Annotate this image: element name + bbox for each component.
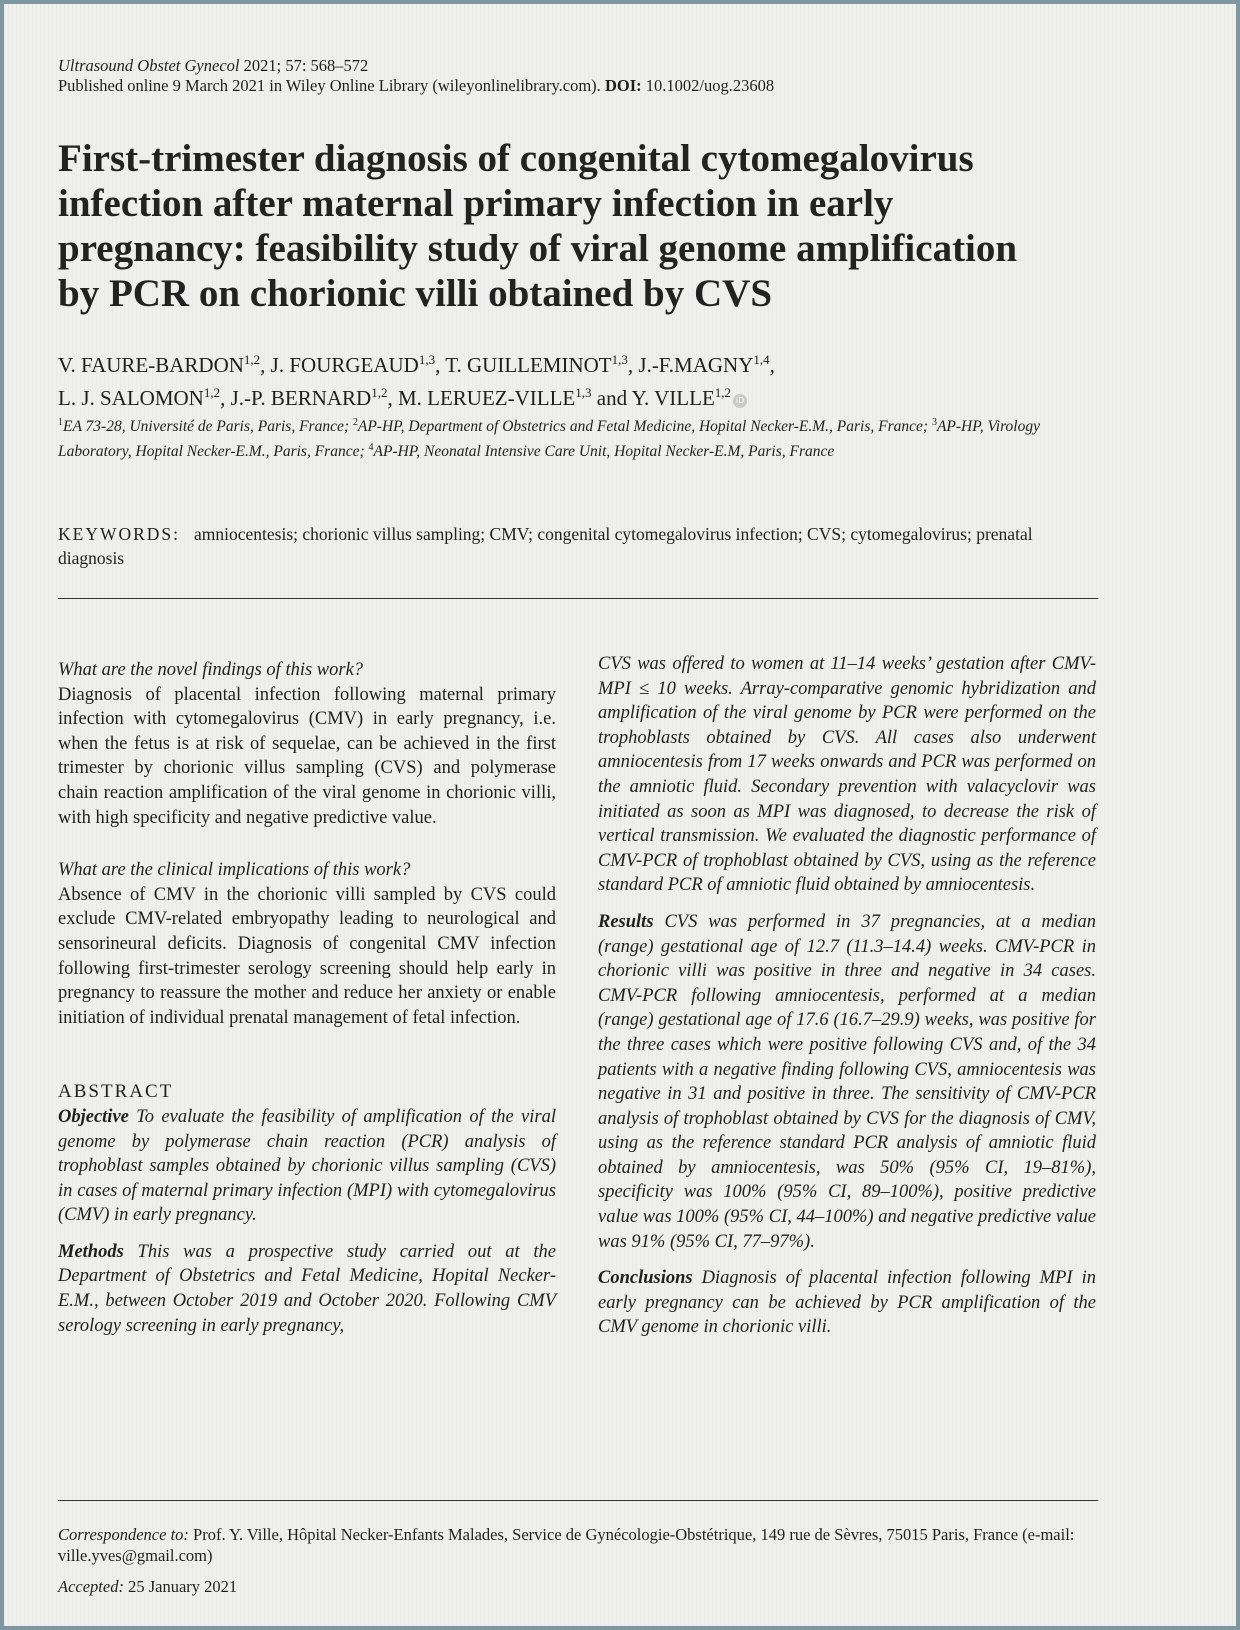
abstract-heading: ABSTRACT: [58, 1081, 174, 1103]
keywords: [58, 522, 1098, 570]
novel-findings-answer: Diagnosis of placental infection following maternal primary infection with cytomegalovirus (CMV) in early pregnancy, i.e. when the fetus is at risk of sequelae, can be achieved in the first trimester by chorionic villus sampling (CVS) and polymerase chain reaction amplification of the viral genome in chorionic villi, with high specificity and negative predictive value.: [58, 684, 556, 828]
author[interactable]: T. GUILLEMINOT$^{1,3}$: [445, 352, 628, 377]
keywords-label: KEYWORDS:: [58, 524, 181, 544]
accepted-date: Accepted: 25 January 2021: [58, 1577, 238, 1596]
affiliations: $^1$EA 73-28, Université de Paris, Paris, France; $^2$AP-HP, Department of Obstetrics and Fetal Medicine, Hopital Necker-E.M., Paris, France; $^3$AP-HP, Virology Laboratory, Hopital Necker-E.M., Paris, France; $^4$AP-HP, Neonatal Intensive Care Unit, Hopital Necker-E.M, Paris, France: [58, 417, 1040, 461]
author[interactable]: L. J. SALOMON$^{1,2}$: [58, 385, 221, 410]
correspondence: Correspondence to: Prof. Y. Ville, Hôpital Necker-Enfants Malades, Service de Gynécologie-Obstétrique, 149 rue de Sèvres, 75015 Paris, France (e-mail: ville.yves@gmail.com): [58, 1525, 1075, 1565]
keywords-text: amniocentesis; chorionic villus sampling; CMV; congenital cytomegalovirus infection; CVS; cytomegalovirus; prenatal diagnosis: [58, 524, 1033, 568]
left-column: [58, 658, 556, 1350]
abstract-methods-start: Methods This was a prospective study carried out at the Department of Obstetrics and Fetal Medicine, Hopital Necker-E.M., between October 2019 and October 2020. Following CMV serology screening in early pregnancy,: [58, 1241, 556, 1336]
abstract-conclusions: Conclusions Diagnosis of placental infection following MPI in early pregnancy can be achieved by PCR amplification of the CMV genome in chorionic villi.: [598, 1268, 1096, 1338]
article-page: [4, 4, 1236, 1626]
journal-citation: 2021; 57: 568–572: [239, 56, 369, 75]
journal-header: [58, 56, 774, 96]
citation-line: [58, 56, 774, 76]
clinical-implications-question: What are the clinical implications of this work?: [58, 860, 411, 881]
author[interactable]: J.-F.MAGNY$^{1,4}$: [638, 352, 770, 377]
article-title: First-trimester diagnosis of congenital cytomegalovirus infection after maternal primary infection in early pregnancy: feasibility study of viral genome amplification by PCR on chorionic villi obtained by CVS: [58, 137, 1018, 315]
footer-divider: [58, 1500, 1098, 1501]
novel-findings-question: What are the novel findings of this work?: [58, 660, 364, 680]
author[interactable]: J. FOURGEAUD$^{1,3}$: [270, 352, 436, 377]
abstract-results: Results CVS was performed in 37 pregnancies, at a median (range) gestational age of 12.7 (11.3–14.4) weeks. CMV-PCR in chorionic villi was positive in three and negative in 34 cases. CMV-PCR following amniocentesis, performed at a median (range) gestational age of 17.6 (16.7–29.9) weeks, was positive for the three cases which were positive following CVS and, of the 34 patients with a negative finding following CVS, amniocentesis was negative in 31 and positive in three. The sensitivity of CMV-PCR analysis of trophoblast obtained by CVS for the diagnosis of CMV, using as the reference standard PCR analysis of amniotic fluid obtained by amniocentesis, was 50% (95% CI, 19–81%), specificity was 100% (95% CI, 89–100%), positive predictive value was 100% (95% CI, 44–100%) and negative predictive value was 91% (95% CI, 77–97%).: [598, 911, 1096, 1252]
published-online: Published online 9 March 2021 in Wiley Online Library (wileyonlinelibrary.com).: [58, 76, 605, 95]
journal-name: Ultrasound Obstet Gynecol: [58, 56, 240, 75]
author[interactable]: M. LERUEZ-VILLE$^{1,3}$: [397, 385, 592, 410]
orcid-icon[interactable]: iD: [733, 394, 747, 408]
abstract-objective: Objective To evaluate the feasibility of amplification of the viral genome by polymerase chain reaction (PCR) analysis of trophoblast samples obtained by chorionic villus sampling (CVS) in cases of maternal primary infection (MPI) with cytomegalovirus (CMV) in early pregnancy.: [58, 1106, 556, 1226]
doi-label: DOI:: [604, 76, 642, 95]
author[interactable]: J.-P. BERNARD$^{1,2}$: [230, 385, 388, 410]
author[interactable]: V. FAURE-BARDON$^{1,2}$: [58, 352, 261, 377]
author[interactable]: Y. VILLE$^{1,2}$: [631, 385, 732, 410]
right-column: [598, 652, 1096, 1352]
doi-value[interactable]: 10.1002/uog.23608: [641, 76, 775, 95]
author-list: V. FAURE-BARDON$^{1,2}$, J. FOURGEAUD$^{1,3}$, T. GUILLEMINOT$^{1,3}$, J.-F.MAGNY$^{1,4}$, L. J. SALOMON$^{1,2}$, J.-P. BERNARD$^{1,2}$, M. LERUEZ-VILLE$^{1,3}$ and Y. VILLE$^{1,2}$iD: [58, 352, 775, 410]
divider: [58, 598, 1098, 599]
clinical-implications-answer: Absence of CMV in the chorionic villi sampled by CVS could exclude CMV-related embryopathy leading to neurological and sensorineural deficits. Diagnosis of congenital CMV infection following first-trimester serology screening should help early in pregnancy to reassure the mother and reduce her anxiety or enable initiation of individual prenatal management of fetal infection.: [58, 884, 556, 1028]
footer: [58, 1524, 1098, 1597]
publication-line: [58, 76, 774, 96]
abstract-methods-continued: CVS was offered to women at 11–14 weeks’ gestation after CMV-MPI ≤ 10 weeks. Array-comparative genomic hybridization and amplification of the viral genome by PCR were performed on the trophoblasts obtained by CVS. All cases also underwent amniocentesis from 17 weeks onwards and PCR was performed on the amniotic fluid. Secondary prevention with valacyclovir was initiated as soon as MPI was diagnosed, to decrease the risk of vertical transmission. We evaluated the diagnostic performance of CMV-PCR of trophoblast obtained by CVS, using as the reference standard PCR of amniotic fluid obtained by amniocentesis.: [598, 654, 1096, 896]
